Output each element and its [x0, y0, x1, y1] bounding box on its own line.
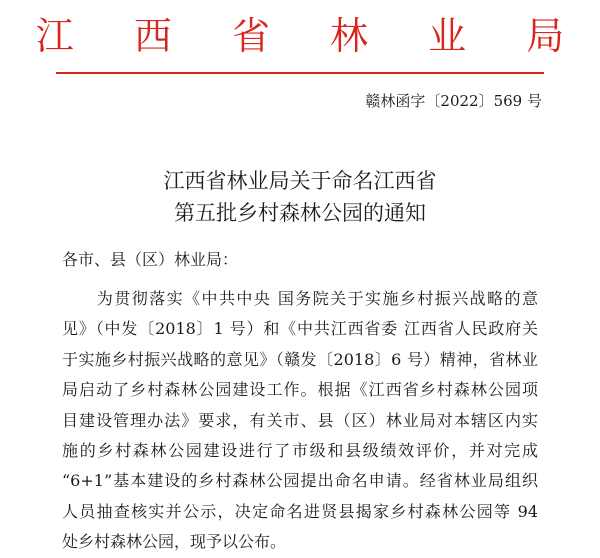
- body-paragraph: [62, 284, 538, 558]
- issuing-authority-header: 江 西 省 林 业 局: [35, 14, 589, 58]
- body-line: 见》（中发〔2018〕1 号）和《中共江西省委 江西省人民政府关: [62, 319, 538, 339]
- red-header-rule: [56, 72, 544, 74]
- body-line: 施的乡村森林公园建设进行了市级和县级绩效评价，并对完成: [62, 440, 538, 460]
- body-line: 为贯彻落实《中共中央 国务院关于实施乡村振兴战略的意: [62, 289, 538, 308]
- salutation: 各市、县（区）林业局：: [62, 250, 239, 269]
- body-line: 于实施乡村振兴战略的意见》（赣发〔2018〕6 号）精神，省林业: [62, 349, 538, 369]
- body-line: “6+1”基本建设的乡村森林公园提出命名申请。经省林业局组织: [62, 471, 538, 491]
- body-line: 目建设管理办法》要求，有关市、县（区）林业局对本辖区内实: [62, 410, 538, 430]
- body-line: 局启动了乡村森林公园建设工作。根据《江西省乡村森林公园项: [62, 380, 538, 400]
- body-line: 处乡村森林公园，现予以公布。: [62, 532, 287, 552]
- document-number: 赣林函字〔2022〕569 号: [365, 92, 542, 110]
- body-line: 人员抽查核实并公示，决定命名进贤县揭家乡村森林公园等 94: [62, 501, 538, 521]
- document-title-line-1: 江西省林业局关于命名江西省: [163, 169, 437, 193]
- document-title-line-2: 第五批乡村森林公园的通知: [174, 201, 426, 225]
